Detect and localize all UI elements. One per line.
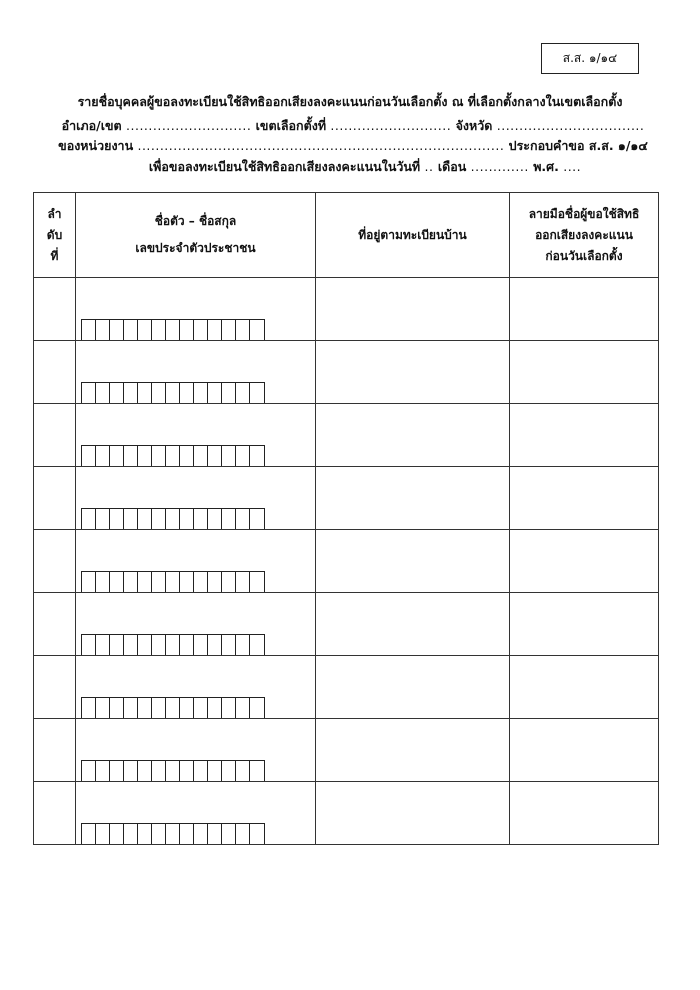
- province-label: จังหวัด: [455, 118, 493, 133]
- id-digit-box[interactable]: [194, 698, 208, 718]
- id-digit-box[interactable]: [124, 572, 138, 592]
- id-digit-box[interactable]: [152, 320, 166, 340]
- citizen-id-boxes[interactable]: [81, 508, 265, 529]
- signature-cell[interactable]: [510, 278, 659, 341]
- id-digit-box[interactable]: [236, 383, 250, 403]
- id-digit-box[interactable]: [222, 824, 236, 844]
- address-cell[interactable]: [316, 404, 510, 467]
- header-address: ที่อยู่ตามทะเบียนบ้าน: [316, 193, 510, 278]
- name-cell[interactable]: [76, 530, 316, 593]
- id-digit-box[interactable]: [110, 824, 124, 844]
- id-digit-box[interactable]: [250, 761, 264, 781]
- table-row: [34, 341, 659, 404]
- id-digit-box[interactable]: [96, 761, 110, 781]
- table-row: [34, 278, 659, 341]
- id-digit-box[interactable]: [222, 383, 236, 403]
- id-digit-box[interactable]: [208, 761, 222, 781]
- signature-cell[interactable]: [510, 782, 659, 845]
- address-cell[interactable]: [316, 467, 510, 530]
- id-digit-box[interactable]: [180, 635, 194, 655]
- id-digit-box[interactable]: [138, 320, 152, 340]
- row-number-cell[interactable]: [34, 341, 76, 404]
- id-digit-box[interactable]: [82, 698, 96, 718]
- id-digit-box[interactable]: [180, 383, 194, 403]
- form-title: รายชื่อบุคคลผู้ขอลงทะเบียนใช้สิทธิออกเสียงลงคะแนนก่อนวันเลือกตั้ง ณ ที่เลือกตั้งกลางในเขตเลือกตั้ง: [77, 94, 623, 109]
- address-cell[interactable]: [316, 278, 510, 341]
- id-digit-box[interactable]: [152, 383, 166, 403]
- address-cell[interactable]: [316, 782, 510, 845]
- id-digit-box[interactable]: [194, 320, 208, 340]
- id-digit-box[interactable]: [124, 824, 138, 844]
- registration-table: [33, 192, 659, 845]
- id-digit-box[interactable]: [138, 446, 152, 466]
- district-label: อำเภอ/เขต: [61, 118, 122, 133]
- id-digit-box[interactable]: [222, 572, 236, 592]
- table-row: [34, 467, 659, 530]
- citizen-id-boxes[interactable]: [81, 823, 265, 844]
- id-digit-box[interactable]: [166, 320, 180, 340]
- id-digit-box[interactable]: [82, 509, 96, 529]
- district-field[interactable]: ............................: [126, 118, 252, 133]
- name-cell[interactable]: [76, 593, 316, 656]
- id-digit-box[interactable]: [152, 572, 166, 592]
- id-digit-box[interactable]: [250, 824, 264, 844]
- id-digit-box[interactable]: [180, 572, 194, 592]
- form-code-box: [541, 43, 639, 74]
- citizen-id-boxes[interactable]: [81, 634, 265, 655]
- table-row: [34, 404, 659, 467]
- id-digit-box[interactable]: [166, 572, 180, 592]
- id-digit-box[interactable]: [110, 446, 124, 466]
- id-digit-box[interactable]: [180, 824, 194, 844]
- constituency-label: เขตเลือกตั้งที่: [255, 118, 327, 133]
- attachment-label: ประกอบคำขอ ส.ส. ๑/๑๔: [508, 138, 648, 153]
- citizen-id-boxes[interactable]: [81, 382, 265, 403]
- id-digit-box[interactable]: [152, 635, 166, 655]
- id-digit-box[interactable]: [222, 635, 236, 655]
- id-digit-box[interactable]: [222, 446, 236, 466]
- id-digit-box[interactable]: [236, 446, 250, 466]
- month-label: เดือน: [437, 159, 467, 174]
- purpose-label: เพื่อขอลงทะเบียนใช้สิทธิออกเสียงลงคะแนนในวันที่: [148, 159, 421, 174]
- id-digit-box[interactable]: [194, 824, 208, 844]
- id-digit-box[interactable]: [138, 572, 152, 592]
- id-digit-box[interactable]: [124, 761, 138, 781]
- id-digit-box[interactable]: [194, 635, 208, 655]
- id-digit-box[interactable]: [110, 572, 124, 592]
- id-digit-box[interactable]: [138, 635, 152, 655]
- row-number-cell[interactable]: [34, 782, 76, 845]
- header-signature: ลายมือชื่อผู้ขอใช้สิทธิ ออกเสียงลงคะแนน ก่อนวันเลือกตั้ง: [510, 193, 659, 278]
- id-digit-box[interactable]: [124, 635, 138, 655]
- id-digit-box[interactable]: [124, 698, 138, 718]
- id-digit-box[interactable]: [96, 824, 110, 844]
- id-digit-box[interactable]: [194, 446, 208, 466]
- id-digit-box[interactable]: [166, 824, 180, 844]
- id-digit-box[interactable]: [222, 698, 236, 718]
- id-digit-box[interactable]: [82, 635, 96, 655]
- citizen-id-boxes[interactable]: [81, 319, 265, 340]
- agency-label: ของหน่วยงาน: [58, 138, 134, 153]
- id-digit-box[interactable]: [110, 509, 124, 529]
- year-label: พ.ศ.: [533, 159, 559, 174]
- id-digit-box[interactable]: [152, 698, 166, 718]
- id-digit-box[interactable]: [124, 509, 138, 529]
- table-row: [34, 530, 659, 593]
- id-digit-box[interactable]: [250, 509, 264, 529]
- year-field[interactable]: ....: [563, 159, 582, 174]
- id-digit-box[interactable]: [166, 383, 180, 403]
- id-digit-box[interactable]: [222, 509, 236, 529]
- table-row: [34, 719, 659, 782]
- id-digit-box[interactable]: [138, 824, 152, 844]
- id-digit-box[interactable]: [236, 761, 250, 781]
- id-digit-box[interactable]: [208, 635, 222, 655]
- location-line: [0, 116, 700, 136]
- id-digit-box[interactable]: [208, 698, 222, 718]
- citizen-id-boxes[interactable]: [81, 571, 265, 592]
- signature-cell[interactable]: [510, 341, 659, 404]
- id-digit-box[interactable]: [236, 635, 250, 655]
- row-number-cell[interactable]: [34, 719, 76, 782]
- id-digit-box[interactable]: [138, 509, 152, 529]
- id-digit-box[interactable]: [208, 446, 222, 466]
- table-row: [34, 782, 659, 845]
- row-number-cell[interactable]: [34, 404, 76, 467]
- id-digit-box[interactable]: [194, 761, 208, 781]
- id-digit-box[interactable]: [222, 761, 236, 781]
- id-digit-box[interactable]: [110, 761, 124, 781]
- province-field[interactable]: .................................: [496, 118, 645, 133]
- id-digit-box[interactable]: [96, 383, 110, 403]
- id-digit-box[interactable]: [250, 572, 264, 592]
- signature-cell[interactable]: [510, 719, 659, 782]
- date-line: [0, 157, 700, 177]
- id-digit-box[interactable]: [166, 761, 180, 781]
- id-digit-box[interactable]: [166, 635, 180, 655]
- id-digit-box[interactable]: [82, 824, 96, 844]
- id-digit-box[interactable]: [166, 509, 180, 529]
- address-cell[interactable]: [316, 656, 510, 719]
- id-digit-box[interactable]: [180, 509, 194, 529]
- address-cell[interactable]: [316, 530, 510, 593]
- name-cell[interactable]: [76, 656, 316, 719]
- id-digit-box[interactable]: [180, 446, 194, 466]
- id-digit-box[interactable]: [208, 509, 222, 529]
- signature-cell[interactable]: [510, 467, 659, 530]
- id-digit-box[interactable]: [208, 572, 222, 592]
- name-cell[interactable]: [76, 782, 316, 845]
- id-digit-box[interactable]: [110, 320, 124, 340]
- id-digit-box[interactable]: [96, 509, 110, 529]
- id-digit-box[interactable]: [208, 383, 222, 403]
- id-digit-box[interactable]: [250, 446, 264, 466]
- id-digit-box[interactable]: [96, 572, 110, 592]
- id-digit-box[interactable]: [180, 761, 194, 781]
- signature-cell[interactable]: [510, 656, 659, 719]
- id-digit-box[interactable]: [250, 698, 264, 718]
- name-cell[interactable]: [76, 341, 316, 404]
- name-cell[interactable]: [76, 404, 316, 467]
- name-cell[interactable]: [76, 278, 316, 341]
- id-digit-box[interactable]: [166, 446, 180, 466]
- agency-field[interactable]: ..................................................................................: [137, 138, 505, 153]
- id-digit-box[interactable]: [166, 698, 180, 718]
- id-digit-box[interactable]: [194, 572, 208, 592]
- id-digit-box[interactable]: [152, 446, 166, 466]
- table-header-row: [34, 193, 659, 278]
- id-digit-box[interactable]: [236, 509, 250, 529]
- form-code: ส.ส. ๑/๑๔: [562, 51, 618, 65]
- signature-cell[interactable]: [510, 530, 659, 593]
- id-digit-box[interactable]: [110, 698, 124, 718]
- id-digit-box[interactable]: [138, 761, 152, 781]
- header-name-id: ชื่อตัว – ชื่อสกุล เลขประจำตัวประชาชน: [76, 193, 316, 278]
- row-number-cell[interactable]: [34, 656, 76, 719]
- id-digit-box[interactable]: [236, 572, 250, 592]
- address-cell[interactable]: [316, 341, 510, 404]
- id-digit-box[interactable]: [82, 761, 96, 781]
- id-digit-box[interactable]: [96, 698, 110, 718]
- id-digit-box[interactable]: [124, 383, 138, 403]
- id-digit-box[interactable]: [82, 320, 96, 340]
- id-digit-box[interactable]: [180, 698, 194, 718]
- id-digit-box[interactable]: [236, 320, 250, 340]
- table-row: [34, 656, 659, 719]
- id-digit-box[interactable]: [236, 698, 250, 718]
- id-digit-box[interactable]: [152, 509, 166, 529]
- id-digit-box[interactable]: [82, 572, 96, 592]
- id-digit-box[interactable]: [250, 383, 264, 403]
- id-digit-box[interactable]: [152, 824, 166, 844]
- id-digit-box[interactable]: [110, 635, 124, 655]
- header-no: ลำ ดับ ที่: [34, 193, 76, 278]
- name-cell[interactable]: [76, 467, 316, 530]
- citizen-id-boxes[interactable]: [81, 445, 265, 466]
- id-digit-box[interactable]: [96, 320, 110, 340]
- signature-cell[interactable]: [510, 404, 659, 467]
- address-cell[interactable]: [316, 593, 510, 656]
- name-cell[interactable]: [76, 719, 316, 782]
- id-digit-box[interactable]: [250, 320, 264, 340]
- row-number-cell[interactable]: [34, 530, 76, 593]
- id-digit-box[interactable]: [208, 320, 222, 340]
- id-digit-box[interactable]: [250, 635, 264, 655]
- id-digit-box[interactable]: [96, 635, 110, 655]
- id-digit-box[interactable]: [152, 761, 166, 781]
- agency-line: [0, 136, 700, 156]
- signature-cell[interactable]: [510, 593, 659, 656]
- id-digit-box[interactable]: [82, 446, 96, 466]
- address-cell[interactable]: [316, 719, 510, 782]
- month-field[interactable]: .............: [470, 159, 529, 174]
- citizen-id-boxes[interactable]: [81, 760, 265, 781]
- id-digit-box[interactable]: [124, 446, 138, 466]
- id-digit-box[interactable]: [138, 698, 152, 718]
- id-digit-box[interactable]: [236, 824, 250, 844]
- row-number-cell[interactable]: [34, 278, 76, 341]
- constituency-field[interactable]: ...........................: [330, 118, 452, 133]
- id-digit-box[interactable]: [180, 320, 194, 340]
- id-digit-box[interactable]: [194, 509, 208, 529]
- id-digit-box[interactable]: [194, 383, 208, 403]
- citizen-id-boxes[interactable]: [81, 697, 265, 718]
- id-digit-box[interactable]: [208, 824, 222, 844]
- id-digit-box[interactable]: [222, 320, 236, 340]
- id-digit-box[interactable]: [82, 383, 96, 403]
- row-number-cell[interactable]: [34, 467, 76, 530]
- row-number-cell[interactable]: [34, 593, 76, 656]
- id-digit-box[interactable]: [138, 383, 152, 403]
- id-digit-box[interactable]: [110, 383, 124, 403]
- table-row: [34, 593, 659, 656]
- id-digit-box[interactable]: [124, 320, 138, 340]
- id-digit-box[interactable]: [96, 446, 110, 466]
- day-field[interactable]: ..: [424, 159, 434, 174]
